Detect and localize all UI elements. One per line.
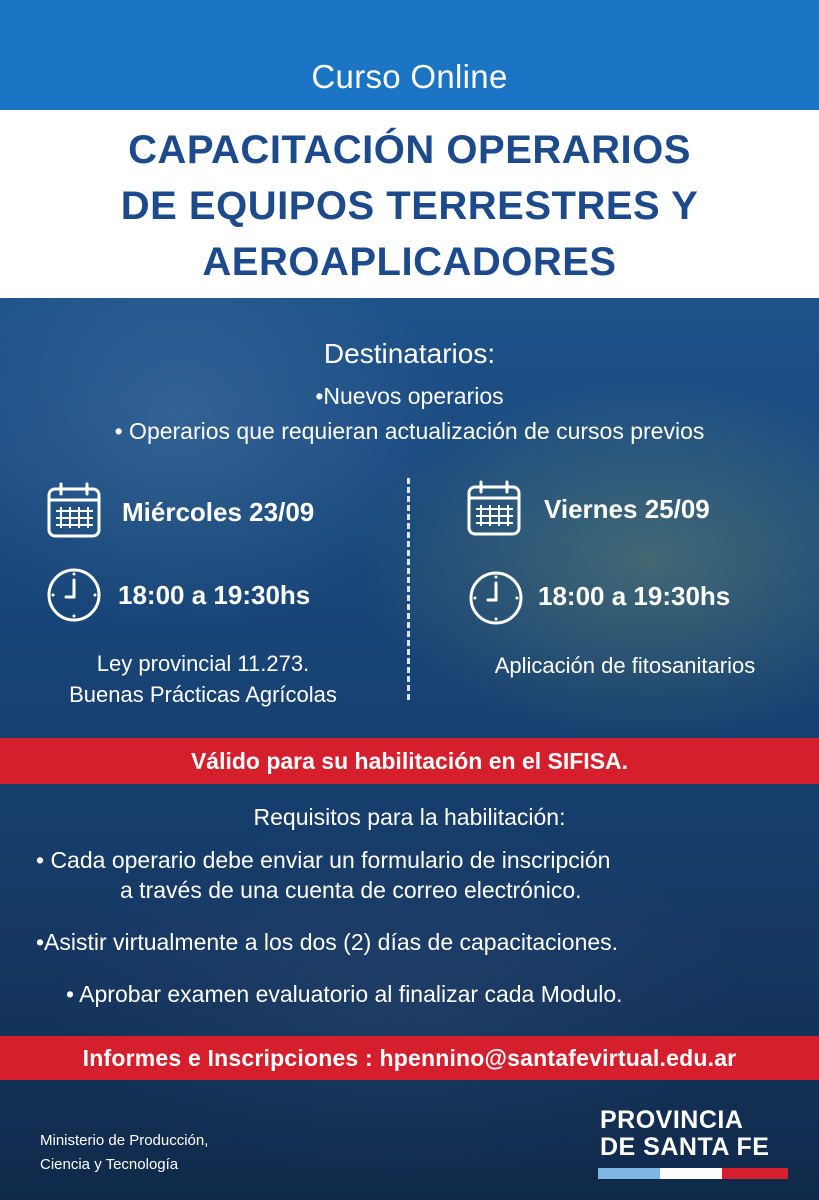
- session-2-topic-line-1: Aplicación de fitosanitarios: [494, 653, 756, 678]
- province-logo-line-1: PROVINCIA: [600, 1106, 744, 1134]
- ministry-name-line-2: Ciencia y Tecnología: [40, 1156, 179, 1173]
- requirement-exam: • Aprobar examen evaluatorio al finalizar cada Modulo.: [66, 981, 623, 1007]
- validity-banner: Válido para su habilitación en el SIFISA.: [0, 738, 819, 784]
- clock-icon: [46, 567, 102, 623]
- audience-item-refresh: • Operarios que requieran actualización de cursos previos: [114, 418, 705, 444]
- contact-banner: Informes e Inscripciones : hpennino@santafevirtual.edu.ar: [0, 1036, 819, 1080]
- province-logo-line-2: DE SANTA FE: [600, 1133, 770, 1161]
- session-1-date: Miércoles 23/09: [122, 497, 315, 527]
- session-1-topic-line-2: Buenas Prácticas Agrícolas: [69, 682, 337, 707]
- course-title-line-2: DE EQUIPOS TERRESTRES Y: [120, 184, 699, 228]
- session-2-topic: [440, 650, 810, 681]
- requirement-form-line-1: • Cada operario debe enviar un formulario de inscripción: [36, 847, 611, 873]
- ministry-name-line-1: Ministerio de Producción,: [40, 1132, 209, 1149]
- requirements-heading: Requisitos para la habilitación:: [253, 804, 566, 830]
- audience-heading: Destinatarios:: [323, 338, 496, 369]
- clock-icon: [468, 570, 524, 626]
- province-logo: [600, 1107, 790, 1161]
- session-2-time: 18:00 a 19:30hs: [538, 581, 731, 611]
- calendar-icon: [46, 482, 104, 540]
- course-title-line-1: CAPACITACIÓN OPERARIOS: [128, 128, 691, 172]
- requirement-attendance: •Asistir virtualmente a los dos (2) días de capacitaciones.: [36, 929, 619, 955]
- session-1-time: 18:00 a 19:30hs: [118, 580, 311, 610]
- requirement-form-line-2: a través de una cuenta de correo electrónico.: [120, 877, 582, 903]
- course-kicker: Curso Online: [311, 58, 508, 95]
- course-title-line-3: AEROAPLICADORES: [202, 240, 617, 284]
- session-divider: [407, 478, 410, 700]
- session-1-topic-line-1: Ley provincial 11.273.: [96, 651, 310, 676]
- session-2-date: Viernes 25/09: [544, 494, 710, 524]
- calendar-icon: [466, 480, 524, 538]
- session-1-topic: [20, 648, 386, 710]
- audience-item-new: •Nuevos operarios: [315, 383, 504, 409]
